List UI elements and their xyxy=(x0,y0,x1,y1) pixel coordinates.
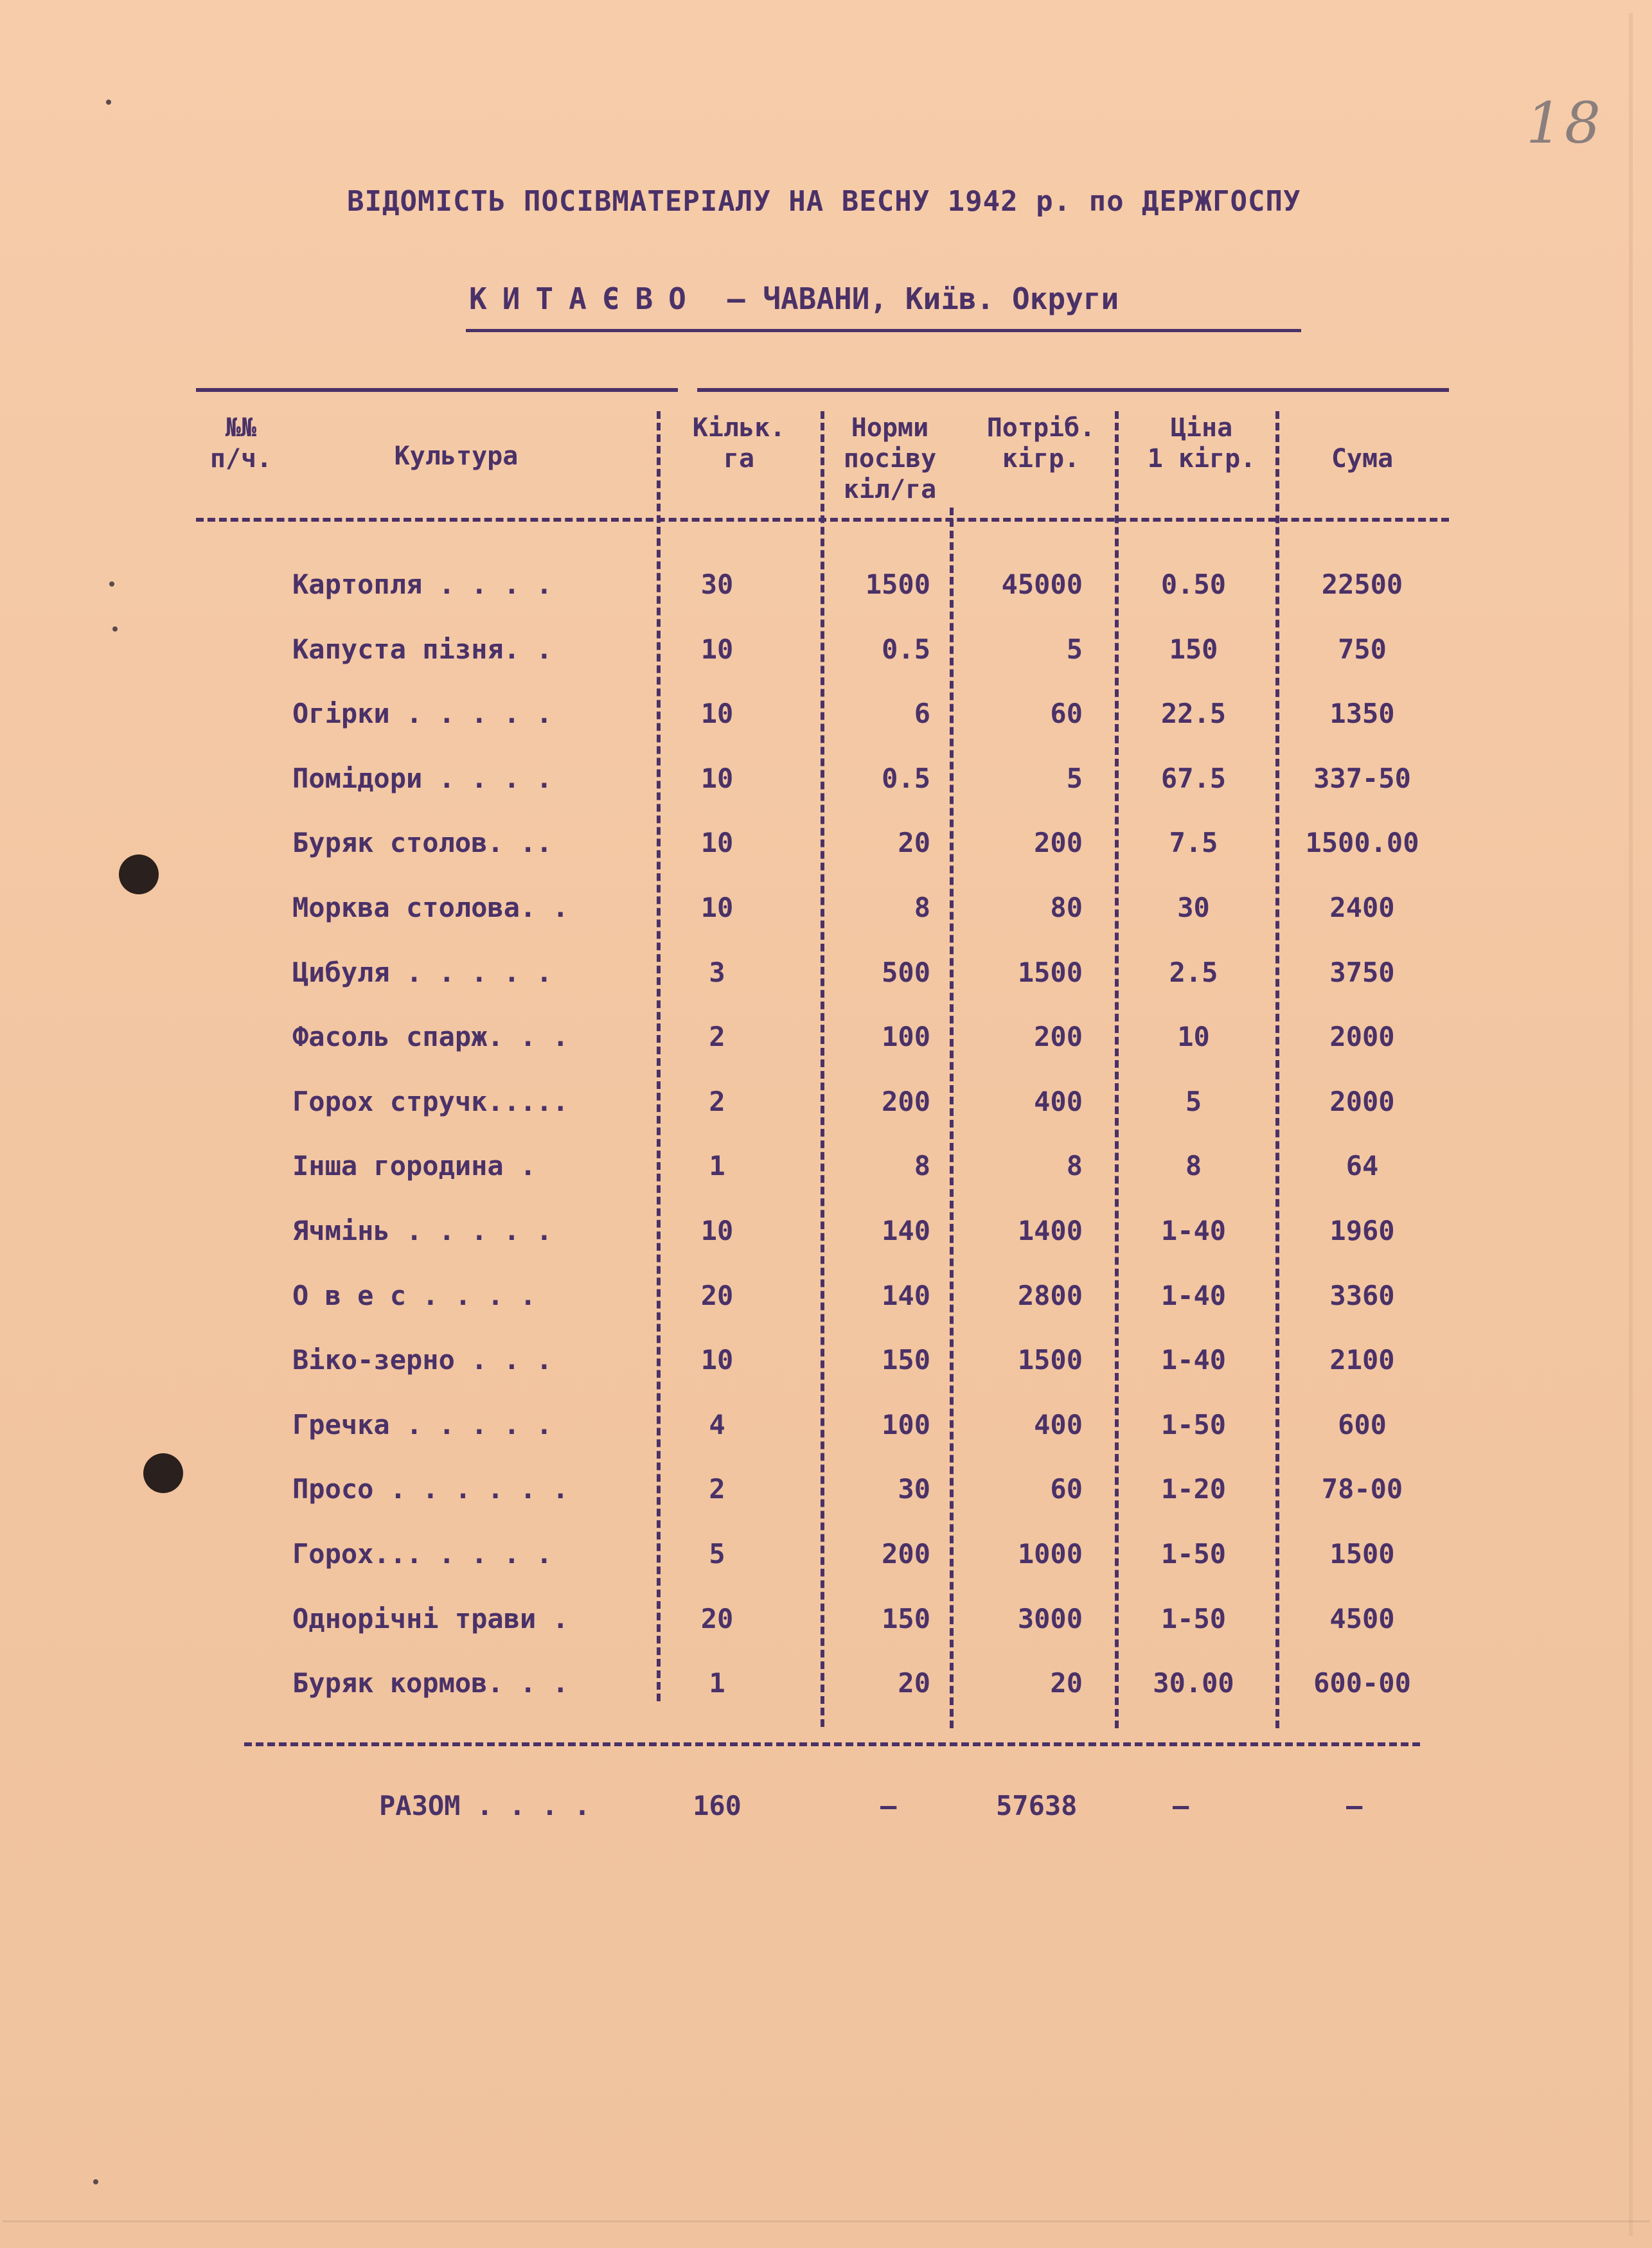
table-cell-crop: Картопля . . . . xyxy=(292,569,553,600)
table-cell-norm: 150 xyxy=(882,1603,930,1634)
table-cell-crop: Інша городина . xyxy=(292,1150,537,1182)
table-cell-price: 22.5 xyxy=(1160,698,1227,729)
table-cell-norm: 140 xyxy=(882,1215,930,1246)
table-cell-area: 10 xyxy=(700,633,734,665)
column-divider xyxy=(1115,411,1119,1728)
table-cell-norm: 200 xyxy=(882,1538,930,1570)
table-cell-requirement: 45000 xyxy=(1001,569,1083,600)
subtitle-underline xyxy=(466,329,1301,332)
header-crop: Культура xyxy=(394,441,519,471)
table-cell-norm: 100 xyxy=(882,1021,930,1052)
paper-speck xyxy=(106,100,111,105)
table-cell-crop: Гречка . . . . . xyxy=(292,1409,553,1440)
total-sum: – xyxy=(1346,1790,1363,1821)
table-cell-price: 1-50 xyxy=(1160,1538,1227,1570)
table-cell-price: 10 xyxy=(1177,1021,1210,1052)
table-cell-norm: 140 xyxy=(882,1280,930,1311)
table-cell-norm: 20 xyxy=(898,1667,930,1699)
table-cell-area: 4 xyxy=(709,1409,725,1440)
header-requirement: Потріб. кігр. xyxy=(986,413,1096,473)
table-cell-sum: 750 xyxy=(1338,633,1387,665)
table-cell-requirement: 80 xyxy=(1050,892,1083,923)
table-cell-area: 1 xyxy=(709,1150,725,1182)
table-cell-requirement: 1400 xyxy=(1017,1215,1083,1246)
table-cell-price: 0.50 xyxy=(1160,569,1227,600)
table-top-rule xyxy=(196,388,678,392)
table-cell-norm: 8 xyxy=(914,1150,930,1182)
punch-hole-upper xyxy=(119,854,159,894)
table-cell-requirement: 60 xyxy=(1050,1473,1083,1505)
table-cell-norm: 500 xyxy=(882,957,930,988)
table-cell-requirement: 20 xyxy=(1050,1667,1083,1699)
table-cell-sum: 600 xyxy=(1338,1409,1387,1440)
table-cell-crop: Фасоль спарж. . . xyxy=(292,1021,569,1052)
table-cell-area: 20 xyxy=(700,1603,734,1634)
punch-hole-lower xyxy=(143,1453,183,1493)
table-cell-area: 2 xyxy=(709,1086,725,1117)
table-cell-sum: 2400 xyxy=(1329,892,1395,923)
table-cell-norm: 150 xyxy=(882,1344,930,1376)
table-cell-requirement: 400 xyxy=(1034,1086,1083,1117)
table-cell-sum: 4500 xyxy=(1329,1603,1395,1634)
paper-speck xyxy=(112,626,118,632)
table-cell-area: 3 xyxy=(709,957,725,988)
table-cell-sum: 3360 xyxy=(1329,1280,1395,1311)
table-cell-price: 2.5 xyxy=(1169,957,1218,988)
total-price: – xyxy=(1173,1790,1189,1821)
table-cell-price: 5 xyxy=(1185,1086,1202,1117)
table-cell-price: 1-20 xyxy=(1160,1473,1227,1505)
table-cell-crop: Буряк столов. .. xyxy=(292,827,553,858)
total-label: РАЗОМ . . . . xyxy=(379,1790,591,1821)
column-divider xyxy=(821,411,824,1727)
table-top-rule xyxy=(697,388,1449,392)
table-cell-sum: 1500 xyxy=(1329,1538,1395,1570)
table-cell-price: 1-40 xyxy=(1160,1215,1227,1246)
header-row-number: №№ п/ч. xyxy=(209,413,272,473)
total-norm: – xyxy=(880,1790,897,1821)
table-bottom-separator xyxy=(244,1742,1420,1746)
table-cell-norm: 1500 xyxy=(865,569,930,600)
table-cell-norm: 6 xyxy=(914,698,930,729)
table-cell-area: 10 xyxy=(700,698,734,729)
table-cell-area: 10 xyxy=(700,827,734,858)
table-cell-area: 1 xyxy=(709,1667,725,1699)
table-cell-sum: 3750 xyxy=(1329,957,1395,988)
table-cell-norm: 200 xyxy=(882,1086,930,1117)
header-area: Кільк. га xyxy=(692,413,786,473)
table-cell-sum: 1960 xyxy=(1329,1215,1395,1246)
table-cell-sum: 337-50 xyxy=(1313,763,1411,794)
table-cell-sum: 1500.00 xyxy=(1305,827,1419,858)
table-cell-crop: Буряк кормов. . . xyxy=(292,1667,569,1699)
table-cell-price: 30.00 xyxy=(1153,1667,1234,1699)
column-divider xyxy=(657,411,661,1701)
table-cell-area: 10 xyxy=(700,1215,734,1246)
table-cell-norm: 20 xyxy=(898,827,930,858)
table-cell-requirement: 1500 xyxy=(1017,1344,1083,1376)
table-cell-area: 2 xyxy=(709,1021,725,1052)
table-cell-price: 150 xyxy=(1169,633,1218,665)
table-cell-crop: Горох... . . . . xyxy=(292,1538,553,1570)
folio-number: 18 xyxy=(1526,90,1603,156)
table-cell-price: 1-40 xyxy=(1160,1344,1227,1376)
table-cell-crop: Віко-зерно . . . xyxy=(292,1344,553,1376)
table-cell-requirement: 8 xyxy=(1066,1150,1083,1182)
table-cell-price: 1-50 xyxy=(1160,1603,1227,1634)
table-cell-sum: 22500 xyxy=(1321,569,1403,600)
total-requirement: 57638 xyxy=(996,1790,1078,1821)
paper-speck xyxy=(93,2179,98,2184)
table-cell-price: 67.5 xyxy=(1160,763,1227,794)
table-cell-norm: 100 xyxy=(882,1409,930,1440)
page-edge-shadow xyxy=(1629,13,1633,2236)
table-cell-crop: Капуста пізня. . xyxy=(292,633,553,665)
table-cell-price: 30 xyxy=(1177,892,1210,923)
table-cell-crop: О в е с . . . . xyxy=(292,1280,537,1311)
table-cell-requirement: 5 xyxy=(1066,763,1083,794)
table-cell-area: 10 xyxy=(700,892,734,923)
table-cell-requirement: 3000 xyxy=(1017,1603,1083,1634)
paper-speck xyxy=(109,581,114,587)
table-cell-requirement: 60 xyxy=(1050,698,1083,729)
table-cell-crop: Просо . . . . . . xyxy=(292,1473,569,1505)
table-cell-requirement: 2800 xyxy=(1017,1280,1083,1311)
column-divider xyxy=(950,508,954,1728)
table-cell-area: 10 xyxy=(700,1344,734,1376)
total-area: 160 xyxy=(693,1790,742,1821)
table-cell-sum: 600-00 xyxy=(1313,1667,1411,1699)
table-cell-price: 1-40 xyxy=(1160,1280,1227,1311)
subtitle-place: КИТАЄВО xyxy=(469,281,702,316)
header-price: Ціна 1 кігр. xyxy=(1147,413,1256,473)
table-cell-price: 1-50 xyxy=(1160,1409,1227,1440)
table-cell-requirement: 1000 xyxy=(1017,1538,1083,1570)
table-cell-crop: Морква столова. . xyxy=(292,892,569,923)
table-cell-crop: Ячмінь . . . . . xyxy=(292,1215,553,1246)
table-cell-crop: Горох стручк..... xyxy=(292,1086,569,1117)
table-cell-requirement: 200 xyxy=(1034,1021,1083,1052)
table-cell-requirement: 400 xyxy=(1034,1409,1083,1440)
document-title: ВІДОМІСТЬ ПОСІВМАТЕРІАЛУ НА ВЕСНУ 1942 р. по ДЕРЖГОСПУ xyxy=(347,185,1301,218)
table-cell-crop: Помідори . . . . xyxy=(292,763,553,794)
table-cell-sum: 1350 xyxy=(1329,698,1395,729)
table-cell-sum: 78-00 xyxy=(1321,1473,1403,1505)
table-cell-crop: Цибуля . . . . . xyxy=(292,957,553,988)
table-cell-area: 30 xyxy=(700,569,734,600)
column-divider xyxy=(1275,411,1279,1728)
table-cell-norm: 0.5 xyxy=(882,633,930,665)
table-cell-sum: 2000 xyxy=(1329,1021,1395,1052)
table-cell-requirement: 200 xyxy=(1034,827,1083,858)
table-cell-sum: 2000 xyxy=(1329,1086,1395,1117)
table-cell-area: 20 xyxy=(700,1280,734,1311)
subtitle-region: – ЧАВАНИ, Київ. Округи xyxy=(727,281,1119,316)
table-cell-crop: Огірки . . . . . xyxy=(292,698,553,729)
table-cell-area: 2 xyxy=(709,1473,725,1505)
header-sowing-norm: Норми посіву кіл/га xyxy=(843,413,937,504)
table-cell-requirement: 1500 xyxy=(1017,957,1083,988)
table-cell-area: 10 xyxy=(700,763,734,794)
table-cell-norm: 0.5 xyxy=(882,763,930,794)
table-cell-price: 7.5 xyxy=(1169,827,1218,858)
scan-bottom-edge xyxy=(3,2220,1649,2222)
table-cell-sum: 64 xyxy=(1346,1150,1379,1182)
table-cell-norm: 8 xyxy=(914,892,930,923)
document-subtitle xyxy=(469,281,1304,316)
table-cell-sum: 2100 xyxy=(1329,1344,1395,1376)
table-cell-norm: 30 xyxy=(898,1473,930,1505)
header-sum: Сума xyxy=(1331,444,1394,473)
table-cell-price: 8 xyxy=(1185,1150,1202,1182)
table-cell-area: 5 xyxy=(709,1538,725,1570)
table-cell-requirement: 5 xyxy=(1066,633,1083,665)
table-cell-crop: Однорічні трави . xyxy=(292,1603,569,1634)
